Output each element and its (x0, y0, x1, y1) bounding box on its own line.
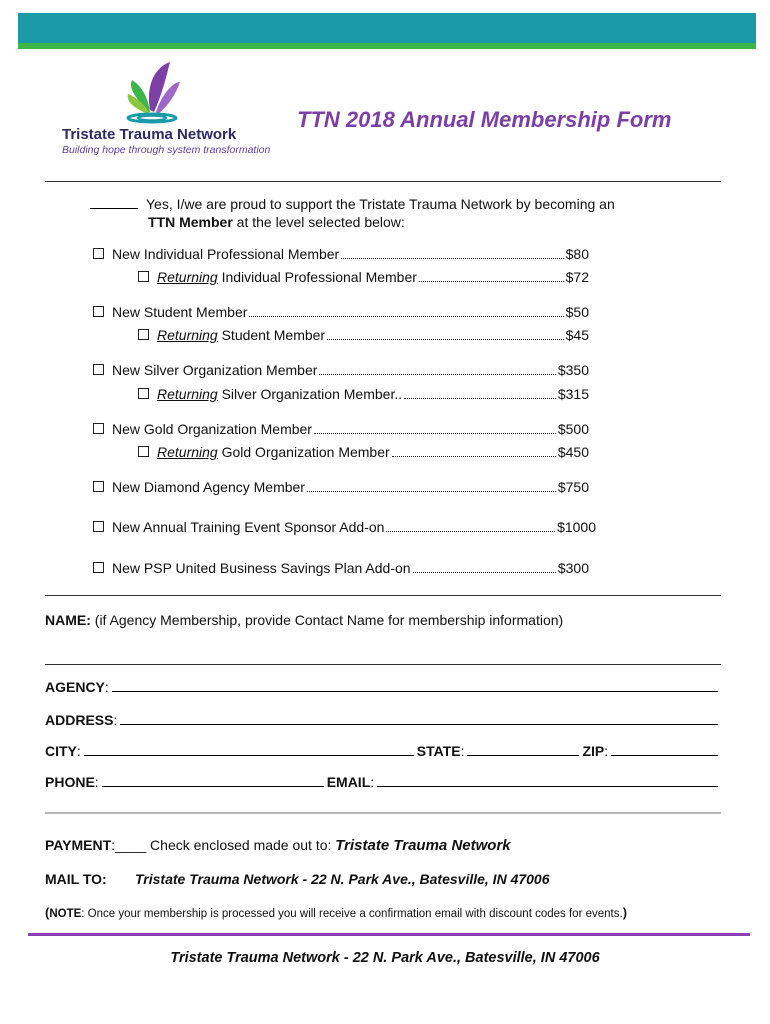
address-input[interactable] (120, 711, 718, 725)
phone-email-row (45, 773, 721, 790)
checkbox[interactable] (138, 271, 149, 282)
checkbox[interactable] (138, 446, 149, 457)
name-field (45, 612, 563, 628)
option-training-sponsor[interactable] (93, 519, 596, 537)
name-hint: (if Agency Membership, provide Contact Name for membership information) (90, 612, 564, 628)
divider (45, 181, 721, 182)
name-input-line[interactable] (45, 664, 721, 665)
option-label-rest: Student Member (217, 327, 326, 343)
option-price: $750 (557, 479, 589, 495)
colon: : (370, 774, 375, 790)
leader-dots (413, 562, 556, 573)
option-new-silver[interactable] (93, 362, 589, 380)
intro-line-1 (90, 196, 615, 212)
checkbox[interactable] (93, 521, 104, 532)
colon: : (460, 743, 465, 759)
returning-label: Returning (157, 444, 218, 460)
page-title: TTN 2018 Annual Membership Form (297, 107, 672, 132)
footer-divider (28, 933, 750, 936)
note-open-paren: ( (45, 905, 50, 920)
ttn-member-label: TTN Member (148, 214, 233, 230)
payment-blank[interactable]: :____ (111, 837, 147, 853)
option-label: New Annual Training Event Sponsor Add-on (112, 519, 385, 535)
option-label: New Individual Professional Member (112, 246, 340, 262)
name-label: NAME: (45, 612, 91, 628)
option-new-diamond[interactable] (93, 479, 589, 497)
payee-name: Tristate Trauma Network (335, 837, 511, 854)
note-label: NOTE (49, 908, 82, 920)
checkbox[interactable] (138, 388, 149, 399)
option-price: $315 (557, 386, 589, 402)
option-label-rest: Individual Professional Member (217, 269, 417, 285)
option-price: $350 (557, 362, 589, 378)
address-label: ADDRESS (45, 712, 114, 728)
leader-dots (419, 271, 564, 282)
phone-label: PHONE (45, 774, 95, 790)
checkbox[interactable] (93, 306, 104, 317)
option-new-individual[interactable] (93, 246, 589, 264)
zip-input[interactable] (611, 742, 718, 756)
leader-dots (327, 329, 564, 340)
returning-label: Returning (157, 386, 218, 402)
state-input[interactable] (467, 742, 579, 756)
option-price: $1000 (557, 519, 596, 535)
note-text: : Once your membership is processed you will receive a confirmation email with discount codes for events. (81, 908, 623, 920)
option-price: $45 (565, 327, 589, 343)
option-returning-gold[interactable] (138, 444, 589, 462)
agency-field (45, 678, 721, 695)
option-label: New Silver Organization Member (112, 362, 318, 378)
mail-to-label: MAIL TO: (45, 871, 107, 887)
option-price: $300 (557, 560, 589, 576)
note-line (45, 905, 627, 920)
leader-dots (392, 446, 556, 457)
payment-text: Check enclosed made out to: (146, 837, 336, 853)
colon: : (113, 712, 118, 728)
option-returning-silver[interactable] (138, 386, 589, 404)
option-label-rest: Gold Organization Member (217, 444, 390, 460)
intro-text: Yes, I/we are proud to support the Tristate Trauma Network by becoming an (146, 196, 615, 212)
returning-label: Returning (157, 269, 218, 285)
leader-dots (249, 306, 563, 317)
note-close-paren: ) (622, 905, 628, 920)
checkbox[interactable] (138, 329, 149, 340)
colon: : (76, 743, 81, 759)
option-price: $500 (557, 421, 589, 437)
checkbox[interactable] (93, 562, 104, 573)
colon: : (604, 743, 609, 759)
phone-input[interactable] (102, 773, 324, 787)
agency-input[interactable] (112, 678, 718, 692)
option-label: New PSP United Business Savings Plan Add-on (112, 560, 411, 576)
logo-name: Tristate Trauma Network (62, 126, 237, 143)
footer-address: Tristate Trauma Network - 22 N. Park Ave., Batesville, IN 47006 (170, 950, 600, 966)
option-label-rest: Silver Organization Member.. (217, 386, 403, 402)
intro-text-rest: at the level selected below: (232, 214, 405, 230)
checkbox[interactable] (93, 423, 104, 434)
leader-dots (307, 481, 556, 492)
mail-to-line (45, 871, 107, 887)
returning-label: Returning (157, 327, 218, 343)
mail-address: Tristate Trauma Network - 22 N. Park Ave., Batesville, IN 47006 (135, 871, 550, 887)
option-label (157, 386, 402, 402)
option-label (157, 444, 390, 460)
option-returning-student[interactable] (138, 327, 589, 345)
divider (45, 812, 721, 814)
checkbox[interactable] (93, 481, 104, 492)
intro-line-2 (148, 214, 405, 230)
state-label: STATE (416, 743, 461, 759)
payment-line (45, 837, 511, 854)
option-price: $72 (565, 269, 589, 285)
option-label: New Diamond Agency Member (112, 479, 305, 495)
leader-dots (386, 521, 555, 532)
option-price: $450 (557, 444, 589, 460)
leader-dots (319, 364, 555, 375)
colon: : (104, 679, 109, 695)
member-signup-blank[interactable] (90, 196, 138, 209)
checkbox[interactable] (93, 248, 104, 259)
option-label: New Student Member (112, 304, 248, 320)
checkbox[interactable] (93, 364, 104, 375)
email-input[interactable] (377, 773, 718, 787)
mail-to-address (135, 871, 550, 887)
payment-label: PAYMENT (45, 837, 112, 853)
agency-label: AGENCY (45, 679, 105, 695)
option-label (157, 269, 417, 285)
leader-dots (341, 248, 563, 259)
option-new-student[interactable] (93, 304, 589, 322)
option-returning-individual[interactable] (138, 269, 589, 287)
divider (45, 595, 721, 596)
option-label (157, 327, 325, 343)
email-label: EMAIL (326, 774, 371, 790)
leader-dots (404, 388, 556, 399)
option-label: New Gold Organization Member (112, 421, 312, 437)
logo-tagline: Building hope through system transformation (62, 144, 271, 156)
header-bar-green (18, 43, 756, 49)
leader-dots (314, 423, 556, 434)
header-bar-teal (18, 13, 756, 43)
address-field (45, 711, 721, 728)
colon: : (94, 774, 99, 790)
zip-label: ZIP (582, 743, 605, 759)
city-state-zip-row (45, 742, 721, 759)
option-price: $80 (565, 246, 589, 262)
option-new-gold[interactable] (93, 421, 589, 439)
option-psp-savings[interactable] (93, 560, 589, 578)
city-label: CITY (45, 743, 77, 759)
city-input[interactable] (84, 742, 414, 756)
option-price: $50 (565, 304, 589, 320)
